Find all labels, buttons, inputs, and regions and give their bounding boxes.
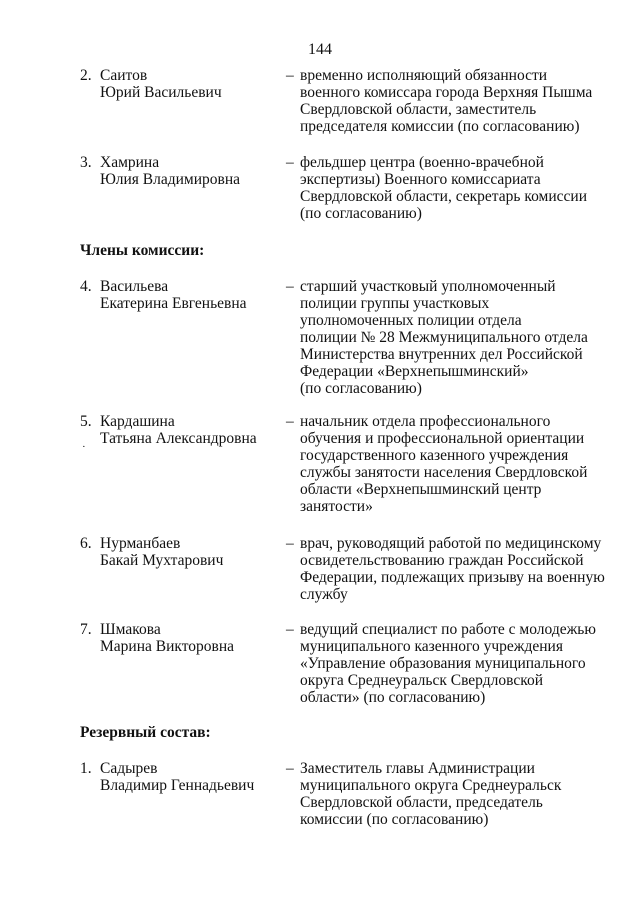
role-line: округа Среднеуральск Свердловской — [300, 672, 543, 689]
role-line: муниципального округа Среднеуральск — [300, 777, 562, 794]
role-line: ведущий специалист по работе с молодежью — [300, 621, 596, 638]
name-line: Садырев — [100, 760, 158, 777]
person-name — [100, 278, 280, 312]
dash-separator: – — [286, 621, 294, 638]
role-line: государственного казенного учреждения — [300, 447, 569, 464]
role-line: Министерства внутренних дел Российской — [300, 346, 583, 363]
role-line: комиссии (по согласованию) — [300, 811, 489, 828]
name-line: Марина Викторовна — [100, 638, 235, 655]
name-line: Васильева — [100, 278, 169, 295]
name-line: Юлия Владимировна — [100, 171, 240, 188]
person-role — [300, 154, 612, 222]
members-heading: Члены комиссии: — [80, 242, 205, 259]
dash-separator: – — [286, 154, 294, 171]
person-name — [100, 535, 280, 569]
role-line: полиции группы участковых — [300, 295, 490, 312]
person-role — [300, 67, 612, 135]
role-line: экспертизы) Военного комиссариата — [300, 171, 541, 188]
role-line: освидетельствованию граждан Российской — [300, 552, 584, 569]
name-line: Шмакова — [100, 621, 161, 638]
dash-separator: – — [286, 67, 294, 84]
role-line: службы занятости населения Свердловской — [300, 464, 588, 481]
page-number: 144 — [308, 41, 332, 58]
person-role — [300, 278, 612, 397]
person-name — [100, 154, 280, 188]
person-name — [100, 621, 280, 655]
role-line: занятости» — [300, 498, 373, 515]
role-line: старший участковый уполномоченный — [300, 278, 556, 295]
role-line: военного комиссара города Верхняя Пышма — [300, 84, 593, 101]
name-line: Кардашина — [100, 413, 175, 430]
dash-separator: – — [286, 278, 294, 295]
name-line: Бакай Мухтарович — [100, 552, 224, 569]
person-role — [300, 535, 612, 603]
role-line: области» (по согласованию) — [300, 689, 486, 706]
entry-number: 3. — [80, 154, 92, 171]
name-line: Владимир Геннадьевич — [100, 777, 255, 794]
role-line: фельдшер центра (военно-врачебной — [300, 154, 544, 171]
role-line: начальник отдела профессионального — [300, 413, 551, 430]
role-line: области «Верхнепышминский центр — [300, 481, 542, 498]
role-line: уполномоченных полиции отдела — [300, 312, 522, 329]
reserve-heading: Резервный состав: — [80, 724, 211, 741]
name-line: Саитов — [100, 67, 148, 84]
person-role — [300, 760, 612, 828]
name-line: Екатерина Евгеньевна — [100, 295, 247, 312]
role-line: Заместитель главы Администрации — [300, 760, 535, 777]
role-line: Свердловской области, председатель — [300, 794, 543, 811]
entry-number: 5. — [80, 413, 92, 430]
role-line: службу — [300, 586, 348, 603]
entry-number: 4. — [80, 278, 92, 295]
entry-number: 1. — [80, 760, 92, 777]
name-line: Юрий Васильевич — [100, 84, 222, 101]
role-line: Свердловской области, заместитель — [300, 101, 537, 118]
dash-separator: – — [286, 413, 294, 430]
role-line: председателя комиссии (по согласованию) — [300, 118, 580, 135]
role-line: муниципального казенного учреждения — [300, 638, 563, 655]
dash-separator: – — [286, 535, 294, 552]
name-line: Нурманбаев — [100, 535, 181, 552]
role-line: (по согласованию) — [300, 380, 422, 397]
person-name — [100, 67, 280, 101]
role-line: Свердловской области, секретарь комиссии — [300, 188, 587, 205]
role-line: Федерации «Верхнепышминский» — [300, 363, 529, 380]
role-line: обучения и профессиональной ориентации — [300, 430, 585, 447]
entry-number: 2. — [80, 67, 92, 84]
entry-number: 7. — [80, 621, 92, 638]
role-line: (по согласованию) — [300, 205, 422, 222]
person-name — [100, 413, 280, 447]
entry-number: 6. — [80, 535, 92, 552]
person-role — [300, 621, 612, 706]
role-line: временно исполняющий обязанности — [300, 67, 548, 84]
role-line: Федерации, подлежащих призыву на военную — [300, 569, 605, 586]
stray-mark: · — [82, 441, 86, 453]
role-line: полиции № 28 Межмуниципального отдела — [300, 329, 588, 346]
role-line: врач, руководящий работой по медицинскому — [300, 535, 602, 552]
name-line: Татьяна Александровна — [100, 430, 257, 447]
role-line: «Управление образования муниципального — [300, 655, 586, 672]
name-line: Хамрина — [100, 154, 160, 171]
dash-separator: – — [286, 760, 294, 777]
person-role — [300, 413, 612, 515]
person-name — [100, 760, 280, 794]
